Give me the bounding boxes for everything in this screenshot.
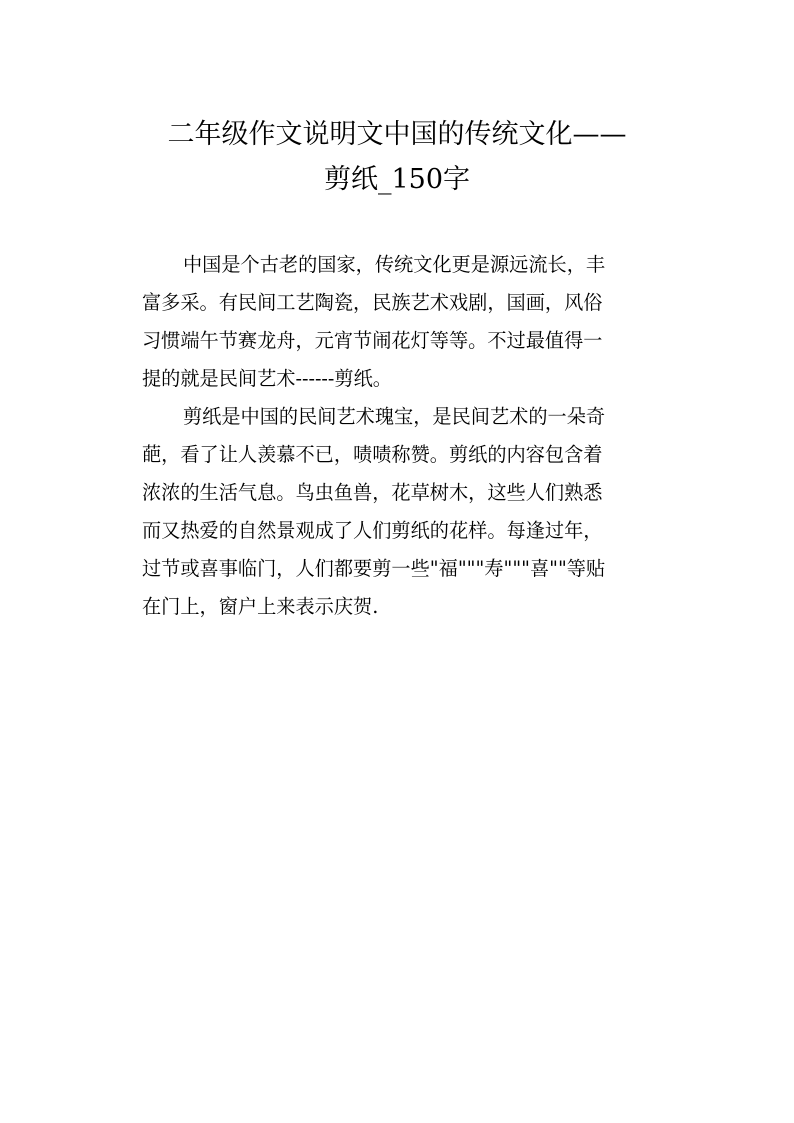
document-body [142,246,662,626]
title-line-1: 二年级作文说明文中国的传统文化—— [167,119,627,150]
document-title [120,112,674,202]
paragraph-2: 剪纸是中国的民间艺术瑰宝，是民间艺术的一朵奇 葩，看了让人羡慕不已，啧啧称赞。剪纸的内容包含着 浓浓的生活气息。鸟虫鱼兽，花草树木，这些人们熟悉 而又热爱的自然景观成了人们剪纸的花样。每逢过年， 过节或喜事临门，人们都要剪一些"福"""寿"""喜""等贴 在门上，窗户上来表示庆贺. [142,405,606,618]
paragraph-1: 中国是个古老的国家，传统文化更是源远流长，丰 富多采。有民间工艺陶瓷，民族艺术戏剧，国画，风俗 习惯端午节赛龙舟，元宵节闹花灯等等。不过最值得一 提的就是民间艺术------剪纸。 [142,253,606,390]
title-line-2: 剪纸_150字 [323,164,471,195]
